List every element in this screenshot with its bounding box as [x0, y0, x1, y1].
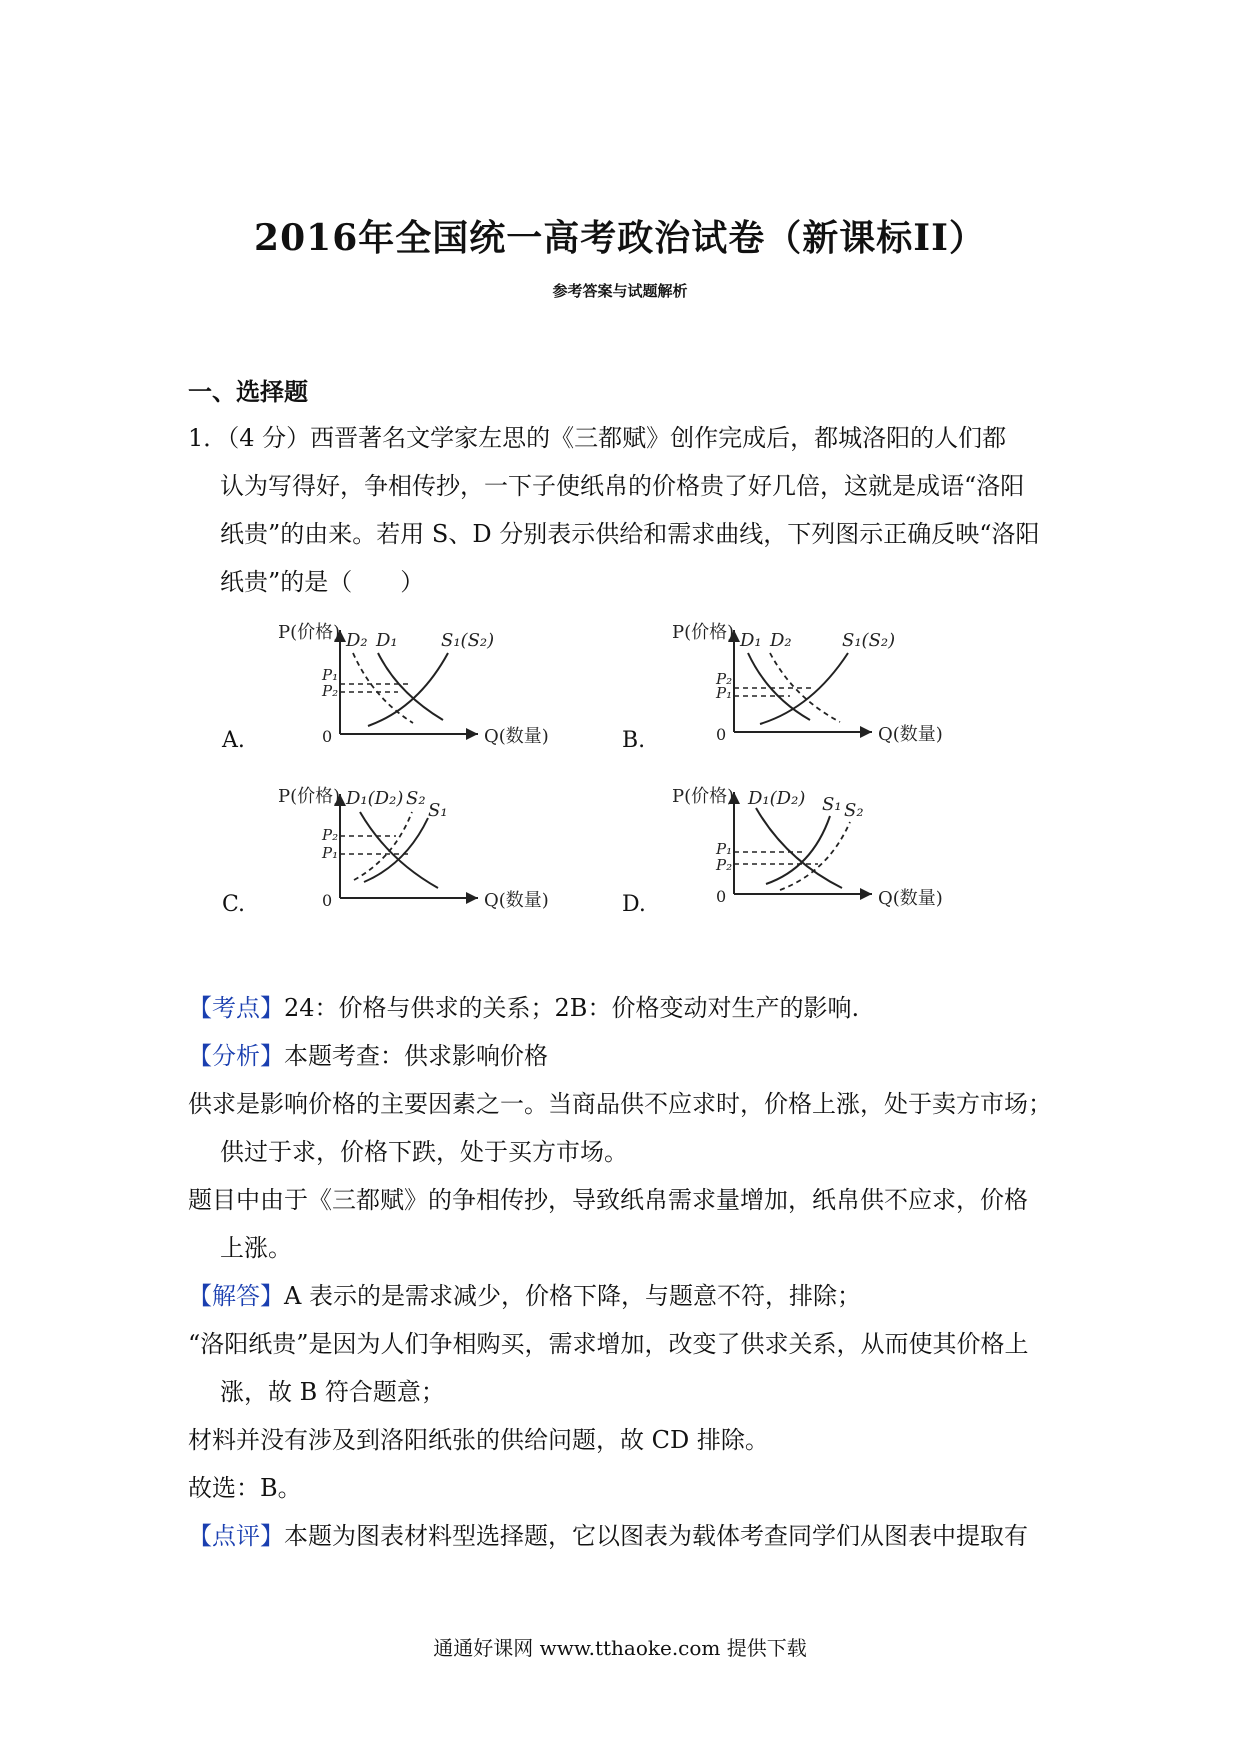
question-stem: [188, 414, 1058, 606]
question-number: 1．: [188, 424, 228, 452]
y-axis-label: P(价格): [278, 622, 341, 643]
analysis-line-cont: 供过于求，价格下跌，处于买方市场。: [220, 1138, 628, 1166]
kaodian-text: 24：价格与供求的关系；2B：价格变动对生产的影响.: [284, 994, 860, 1022]
supply-curve-s2: [780, 822, 850, 890]
y-axis-label: P(价格): [672, 622, 735, 643]
y-axis-label: P(价格): [278, 786, 341, 807]
curve-label-s1: S₁: [428, 800, 448, 821]
answer-line: 材料并没有涉及到洛阳纸张的供给问题，故 CD 排除。: [188, 1426, 769, 1454]
curve-label-d2: D₂: [770, 630, 792, 651]
analysis-paragraph-1: [188, 1080, 1058, 1176]
curve-label-s2: S₂: [406, 788, 426, 809]
curve-label-s1: S₁: [822, 794, 842, 815]
demand-curve-d1: [378, 653, 443, 720]
curve-label-s2: S₂: [844, 800, 864, 821]
option-d-label: D.: [622, 892, 646, 917]
curve-label-d: D₁(D₂): [748, 788, 806, 809]
answer-paragraph-1: [188, 1320, 1058, 1416]
question-line-3: 纸贵”的由来。若用 S、D 分别表示供给和需求曲线，下列图示正确反映“洛阳: [220, 520, 1040, 548]
dianping-text: 本题为图表材料型选择题，它以图表为载体考查同学们从图表中提取有: [284, 1522, 1028, 1550]
fenxi-tag: 【分析】: [188, 1042, 284, 1070]
price-label-p1: P₁: [716, 840, 733, 858]
analysis-line-cont: 上涨。: [220, 1234, 292, 1262]
dianping-tag: 【点评】: [188, 1522, 284, 1550]
fenxi-line: [188, 1032, 1058, 1080]
price-label-p1: P₁: [322, 844, 339, 862]
answer-line-cont: 涨，故 B 符合题意；: [220, 1378, 445, 1406]
analysis-line: 题目中由于《三都赋》的争相传抄，导致纸帛需求量增加，纸帛供不应求，价格: [188, 1186, 1028, 1214]
kaodian-tag: 【考点】: [188, 994, 284, 1022]
x-axis-label: Q(数量): [878, 888, 943, 909]
y-axis-label: P(价格): [672, 786, 735, 807]
curve-label-d2: D₂: [346, 630, 368, 651]
curve-label-d1: D₁: [376, 630, 398, 651]
x-axis-label: Q(数量): [484, 726, 549, 747]
price-label-p2: P₂: [716, 670, 733, 688]
curve-label-s: S₁(S₂): [842, 630, 896, 651]
curve-label-d: D₁(D₂): [346, 788, 404, 809]
option-b-label: B.: [622, 728, 646, 753]
option-a-label: A.: [222, 728, 245, 753]
diagram-b: [672, 618, 972, 752]
analysis-paragraph-2: [188, 1176, 1058, 1272]
curve-label-d1: D₁: [740, 630, 762, 651]
answer-line: “洛阳纸贵”是因为人们争相购买，需求增加，改变了供求关系，从而使其价格上: [188, 1330, 1029, 1358]
supply-curve-s1: [364, 818, 428, 882]
question-line-2: 认为写得好，争相传抄，一下子使纸帛的价格贵了好几倍，这就是成语“洛阳: [220, 472, 1025, 500]
price-label-p2: P₂: [322, 826, 339, 844]
supply-curve-s1: [766, 816, 830, 884]
diagram-d: [672, 780, 972, 914]
option-c-label: C.: [222, 892, 246, 917]
page-subtitle: 参考答案与试题解析: [552, 282, 688, 300]
jieda-text: A 表示的是需求减少，价格下降，与题意不符，排除；: [284, 1282, 861, 1310]
page-title: 2016年全国统一高考政治试卷（新课标II）: [254, 217, 986, 259]
price-label-p2: P₂: [322, 682, 339, 700]
analysis-line: 供求是影响价格的主要因素之一。当商品供不应求时，价格上涨，处于卖方市场；: [188, 1090, 1052, 1118]
page-footer: 通通好课网 www.tthaoke.com 提供下载: [433, 1636, 807, 1660]
curve-label-s: S₁(S₂): [441, 630, 495, 651]
dianping-line: [188, 1512, 1058, 1560]
question-line-1: （4 分）西晋著名文学家左思的《三都赋》创作完成后，都城洛阳的人们都: [227, 424, 1007, 452]
question-line-4: 纸贵”的是（ ）: [220, 568, 425, 596]
kaodian-line: [188, 984, 1058, 1032]
demand-curve-d1: [748, 653, 810, 720]
diagram-a: [278, 618, 578, 752]
section-heading: 一、选择题: [188, 377, 308, 406]
price-label-p1: P₁: [322, 666, 339, 684]
answer-paragraph-3: [188, 1464, 1058, 1512]
x-axis-label: Q(数量): [878, 724, 943, 745]
price-label-p1: P₁: [716, 684, 733, 702]
diagram-c: [278, 782, 578, 916]
origin-label: 0: [716, 725, 727, 744]
origin-label: 0: [322, 891, 333, 910]
supply-curve-s2: [354, 812, 412, 880]
answer-paragraph-2: [188, 1416, 1058, 1464]
jieda-tag: 【解答】: [188, 1282, 284, 1310]
origin-label: 0: [716, 887, 727, 906]
fenxi-text: 本题考查：供求影响价格: [284, 1042, 548, 1070]
origin-label: 0: [322, 727, 333, 746]
x-axis-label: Q(数量): [484, 890, 549, 911]
jieda-line: [188, 1272, 1058, 1320]
price-label-p2: P₂: [716, 856, 733, 874]
answer-line: 故选：B。: [188, 1474, 302, 1502]
